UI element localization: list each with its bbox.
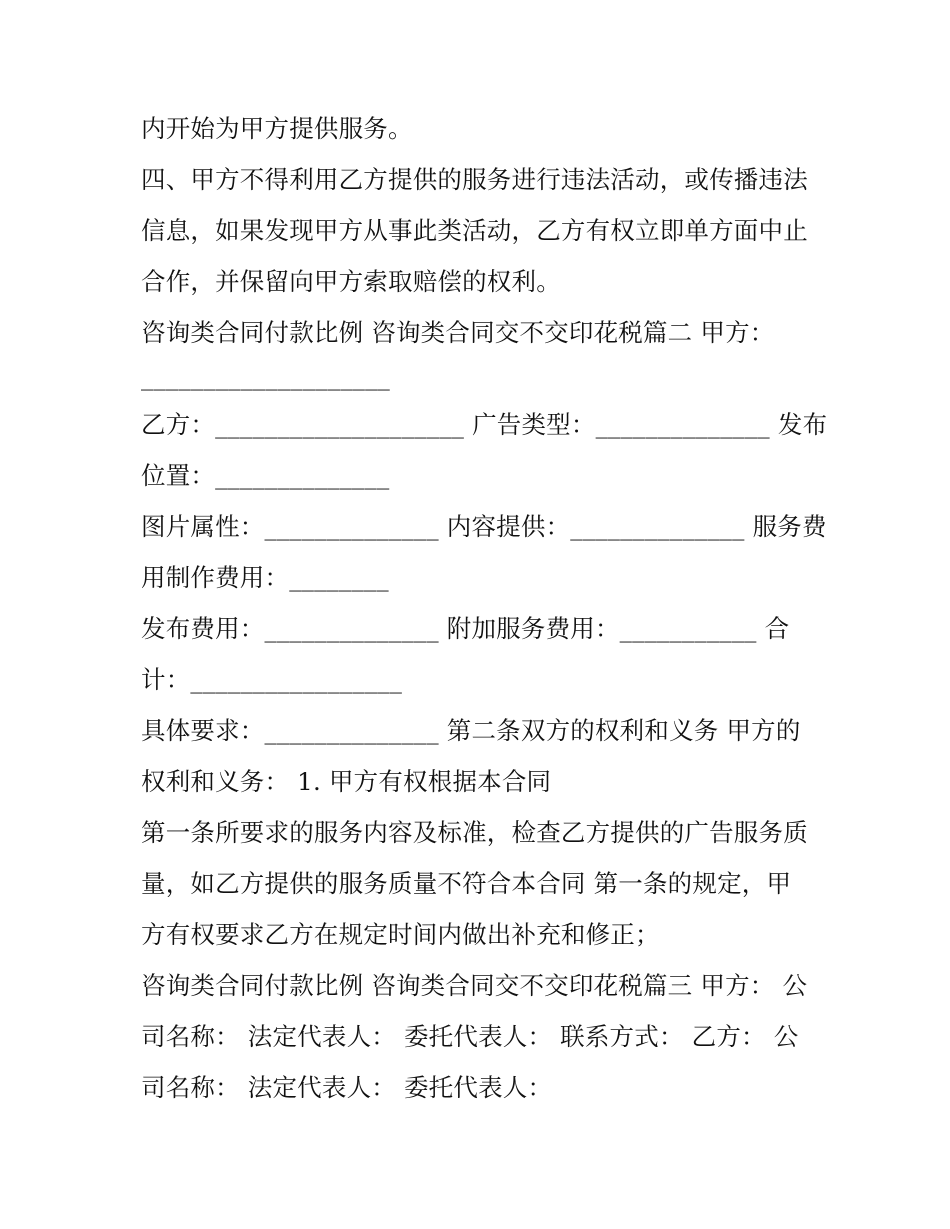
text-line: 位置：______________: [141, 461, 390, 490]
text-line: 咨询类合同付款比例 咨询类合同交不交印花税篇三 甲方： 公: [141, 971, 808, 1000]
text-line: 司名称： 法定代表人： 委托代表人：: [141, 1073, 553, 1102]
text-line: 发布费用：______________ 附加服务费用：___________ 合: [141, 614, 790, 643]
text-line: 图片属性：______________ 内容提供：______________ 服务费: [141, 512, 827, 541]
text-line: 方有权要求乙方在规定时间内做出补充和修正；: [141, 920, 660, 949]
text-line: 量，如乙方提供的服务质量不符合本合同 第一条的规定，甲: [141, 869, 792, 898]
text-line: 计：_________________: [141, 665, 403, 694]
text-line: 第一条所要求的服务内容及标准，检查乙方提供的广告服务质: [141, 818, 808, 847]
text-line: 乙方：____________________ 广告类型：______________ 发布: [141, 410, 828, 439]
text-line: 司名称： 法定代表人： 委托代表人： 联系方式： 乙方： 公: [141, 1022, 799, 1051]
text-line: 四、甲方不得利用乙方提供的服务进行违法活动，或传播违法: [141, 165, 808, 194]
text-line: 具体要求：______________ 第二条双方的权利和义务 甲方的: [141, 716, 801, 745]
text-line: 合作，并保留向甲方索取赔偿的权利。: [141, 267, 561, 296]
text-line: 咨询类合同付款比例 咨询类合同交不交印花税篇二 甲方：: [141, 318, 775, 347]
text-line: 内开始为甲方提供服务。: [141, 114, 413, 143]
text-line: 权利和义务： 1. 甲方有权根据本合同: [141, 767, 552, 796]
text-line: 信息，如果发现甲方从事此类活动，乙方有权立即单方面中止: [141, 216, 808, 245]
text-line: 用制作费用：________: [141, 563, 389, 592]
blank-line: ____________________: [141, 362, 390, 391]
